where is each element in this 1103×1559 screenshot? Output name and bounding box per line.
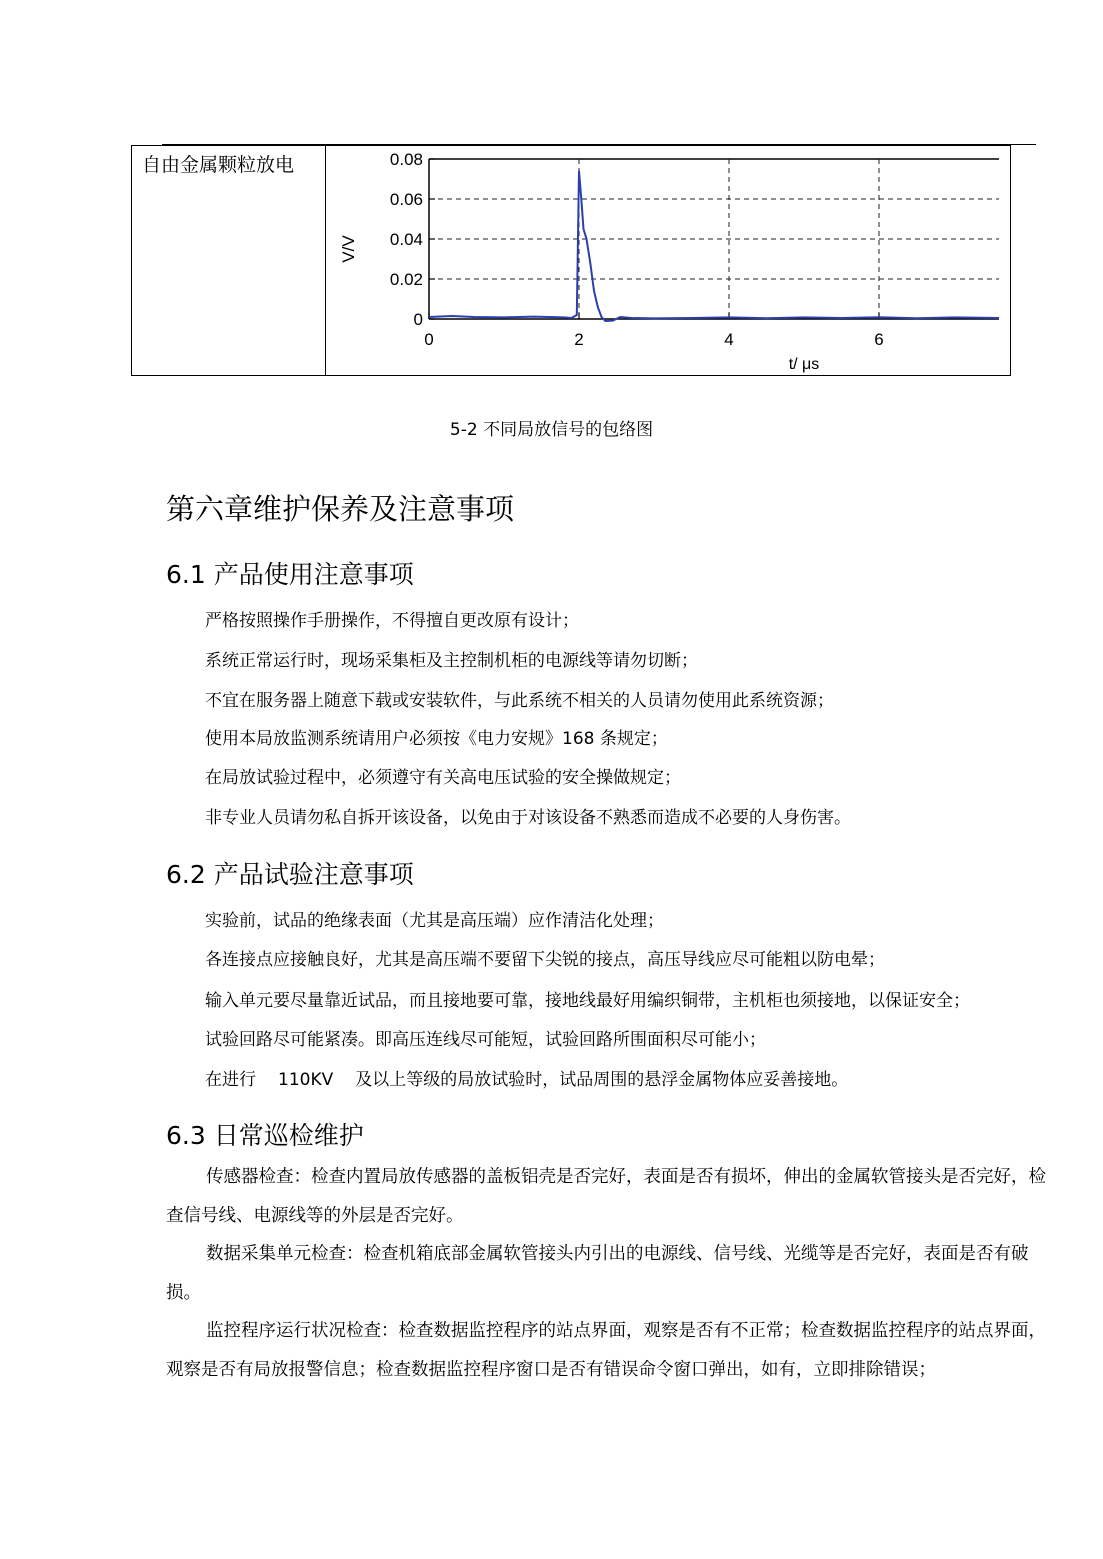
item-text: 在进行 <box>205 1070 256 1090</box>
list-item: 输入单元要尽量靠近试品，而且接地要可靠，接地线最好用编织铜带，主机柜也须接地，以保证安全； <box>205 991 970 1011</box>
list-item: 非专业人员请勿私自拆开该设备，以免由于对该设备不熟悉而造成不必要的人身伤害。 <box>205 808 851 828</box>
list-item: 严格按照操作手册操作，不得擅自更改原有设计； <box>205 611 579 631</box>
section-title-6-1: 6.1 产品使用注意事项 <box>166 560 414 589</box>
paragraph: 监控程序运行状况检查：检查数据监控程序的站点界面，观察是否有不正常；检查数据监控程序的站点界面，观察是否有局放报警信息；检查数据监控程序窗口是否有错误命令窗口弹出，如有，立即排除错误； <box>166 1321 1046 1380</box>
voltage-value: 110KV <box>278 1070 334 1090</box>
y-tick-label: 0.08 <box>389 150 423 169</box>
list-item: 试验回路尽可能紧凑。即高压连线尽可能短，试验回路所围面积尽可能小； <box>205 1030 766 1050</box>
section-title-6-3: 6.3 日常巡检维护 <box>166 1121 364 1150</box>
chapter-title: 第六章维护保养及注意事项 <box>166 492 515 526</box>
y-tick-label: 0.06 <box>389 190 423 209</box>
item-text: 及以上等级的局放试验时，试品周围的悬浮金属物体应妥善接地。 <box>355 1070 849 1090</box>
y-tick-label: 0.04 <box>389 230 423 249</box>
y-tick-label: 0.02 <box>389 270 423 289</box>
chart-cell <box>326 146 1011 376</box>
list-item: 各连接点应接触良好，尤其是高压端不要留下尖锐的接点，高压导线应尽可能粗以防电晕； <box>205 950 885 970</box>
x-axis-label: t/ μs <box>788 356 820 373</box>
figure-caption: 5-2 不同局放信号的包络图 <box>449 420 654 440</box>
list-item: 使用本局放监测系统请用户必须按《电力安规》168 条规定； <box>205 729 668 749</box>
list-item: 在局放试验过程中，必须遵守有关高电压试验的安全操做规定； <box>205 768 681 788</box>
section-title-6-2: 6.2 产品试验注意事项 <box>166 860 414 889</box>
list-item <box>205 1065 848 1090</box>
x-tick-label: 6 <box>874 330 884 349</box>
x-tick-label: 2 <box>574 330 584 349</box>
paragraph: 数据采集单元检查：检查机箱底部金属软管接头内引出的电源线、信号线、光缆等是否完好，表面是否有破损。 <box>166 1244 1029 1303</box>
envelope-chart <box>326 146 1030 376</box>
list-item: 系统正常运行时，现场采集柜及主控制机柜的电源线等请勿切断； <box>205 651 698 671</box>
paragraph: 传感器检查：检查内置局放传感器的盖板铝壳是否完好，表面是否有损坏，伸出的金属软管接头是否完好，检查信号线、电源线等的外层是否完好。 <box>166 1167 1046 1226</box>
list-item: 实验前，试品的绝缘表面（尤其是高压端）应作清洁化处理； <box>205 911 664 931</box>
x-tick-label: 4 <box>724 330 734 349</box>
x-tick-label: 0 <box>424 330 434 349</box>
series-line-0 <box>429 171 999 321</box>
y-tick-label: 0 <box>413 310 423 329</box>
row-label: 自由金属颗粒放电 <box>132 146 326 376</box>
list-item: 不宜在服务器上随意下载或安装软件，与此系统不相关的人员请勿使用此系统资源； <box>205 691 834 711</box>
figure-table <box>131 145 1011 376</box>
y-axis-label: V/V <box>339 235 358 263</box>
